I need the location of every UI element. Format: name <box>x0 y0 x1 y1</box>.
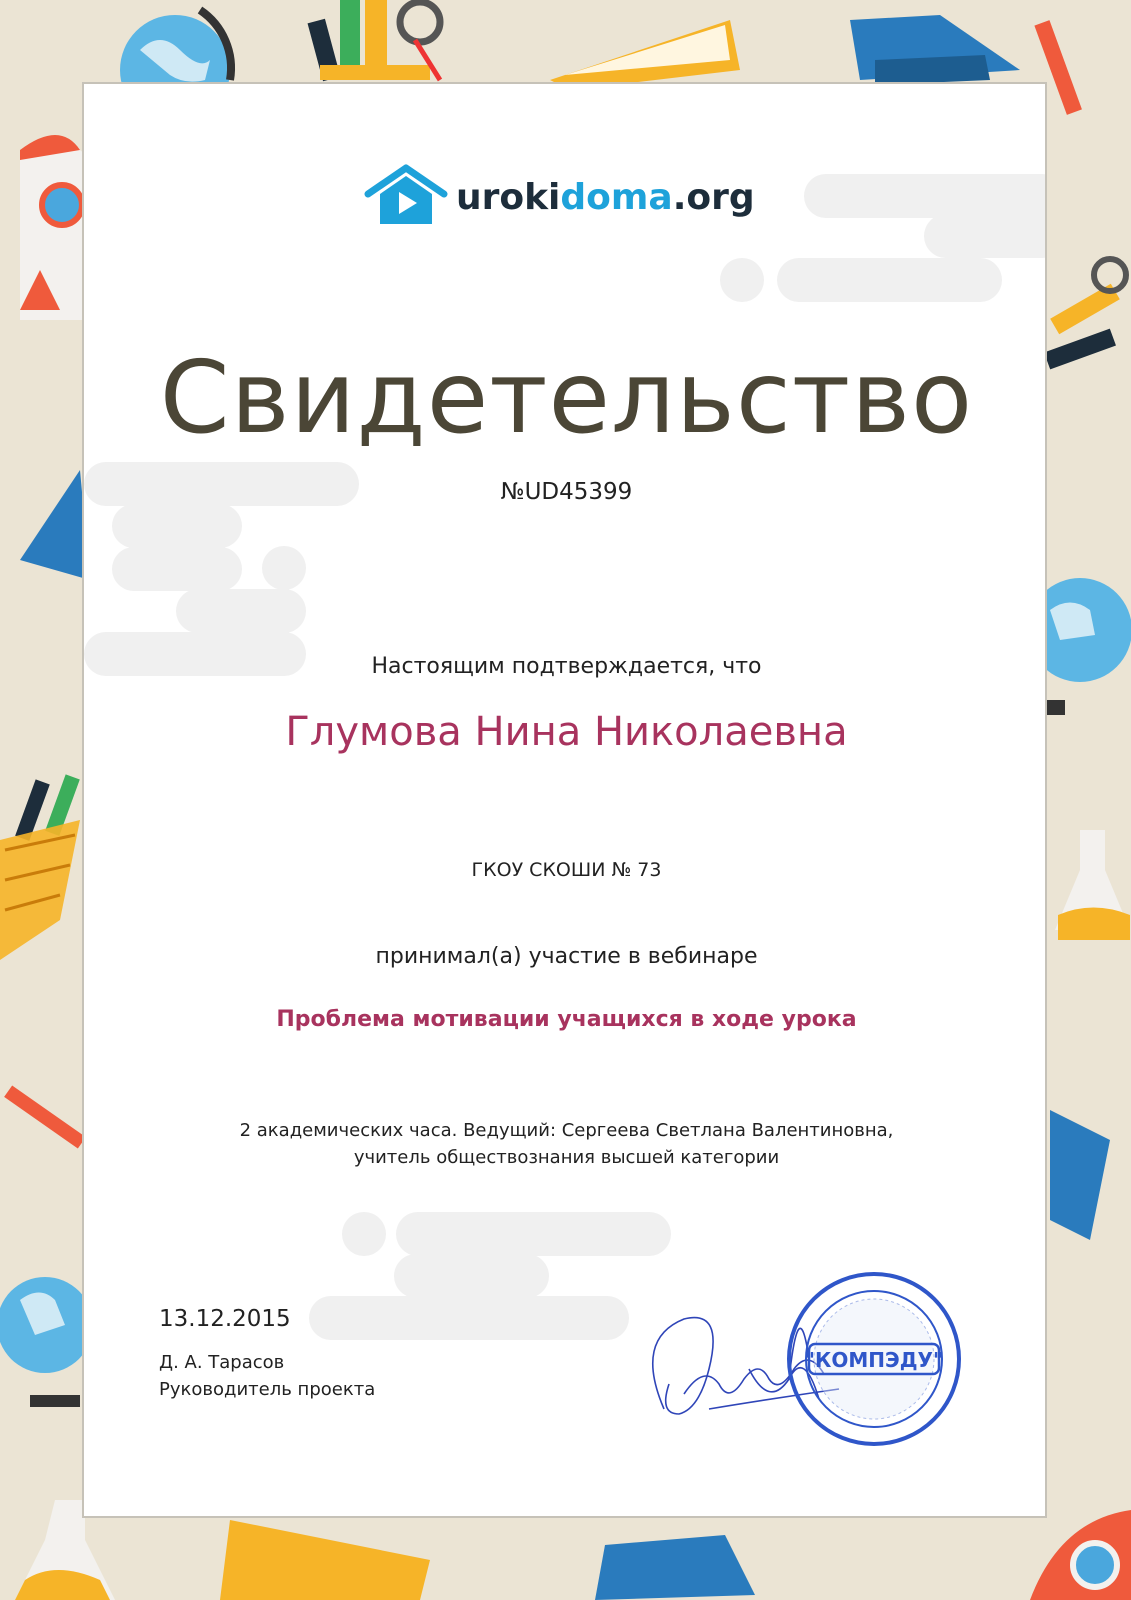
company-stamp <box>789 1274 959 1444</box>
logo-wordmark <box>456 177 755 218</box>
stamp-center-text: "КОМПЭДУ" <box>804 1348 944 1372</box>
logo-part-uroki: uroki <box>456 176 561 218</box>
graduation-cap-icon <box>1050 1110 1110 1240</box>
graduation-cap-icon <box>595 1535 755 1600</box>
webinar-title: Проблема мотивации учащихся в ходе урока <box>276 1007 857 1032</box>
graduation-cap-icon <box>850 15 1020 85</box>
signer-role: Руководитель проекта <box>159 1379 376 1400</box>
pencil-icon <box>4 1085 86 1148</box>
signer-block <box>159 1349 375 1403</box>
pencil-basket-icon <box>1044 259 1126 369</box>
graduation-cap-icon <box>20 470 90 580</box>
webinar-details <box>84 1117 1047 1171</box>
globe-icon <box>0 1277 93 1407</box>
logo-part-doma: doma <box>560 176 673 218</box>
book-icon <box>550 20 740 90</box>
book-icon <box>220 1520 430 1600</box>
certificate-sheet <box>82 82 1047 1518</box>
site-logo <box>364 164 755 230</box>
pencil-basket-icon <box>0 774 80 960</box>
house-play-icon <box>364 164 448 230</box>
certificate-number: №UD45399 <box>500 479 633 505</box>
organization: ГКОУ СКОШИ № 73 <box>471 859 662 881</box>
recipient-name: Глумова Нина Николаевна <box>285 709 848 755</box>
confirm-text: Настоящим подтверждается, что <box>371 654 762 679</box>
participation-text: принимал(а) участие в вебинаре <box>375 944 758 969</box>
rocket-icon <box>1030 1510 1131 1600</box>
signer-name: Д. А. Тарасов <box>159 1352 285 1373</box>
issue-date: 13.12.2015 <box>159 1306 291 1332</box>
flask-icon <box>1055 830 1130 940</box>
pencil-cup-icon <box>308 0 440 81</box>
details-line-2: учитель обществознания высшей категории <box>353 1147 780 1168</box>
details-line-1: 2 академических часа. Ведущий: Сергеева Светлана Валентиновна, <box>239 1120 894 1141</box>
logo-part-org: .org <box>672 176 755 218</box>
signature-and-stamp <box>639 1259 969 1459</box>
certificate-title: Свидетельство <box>159 339 974 456</box>
